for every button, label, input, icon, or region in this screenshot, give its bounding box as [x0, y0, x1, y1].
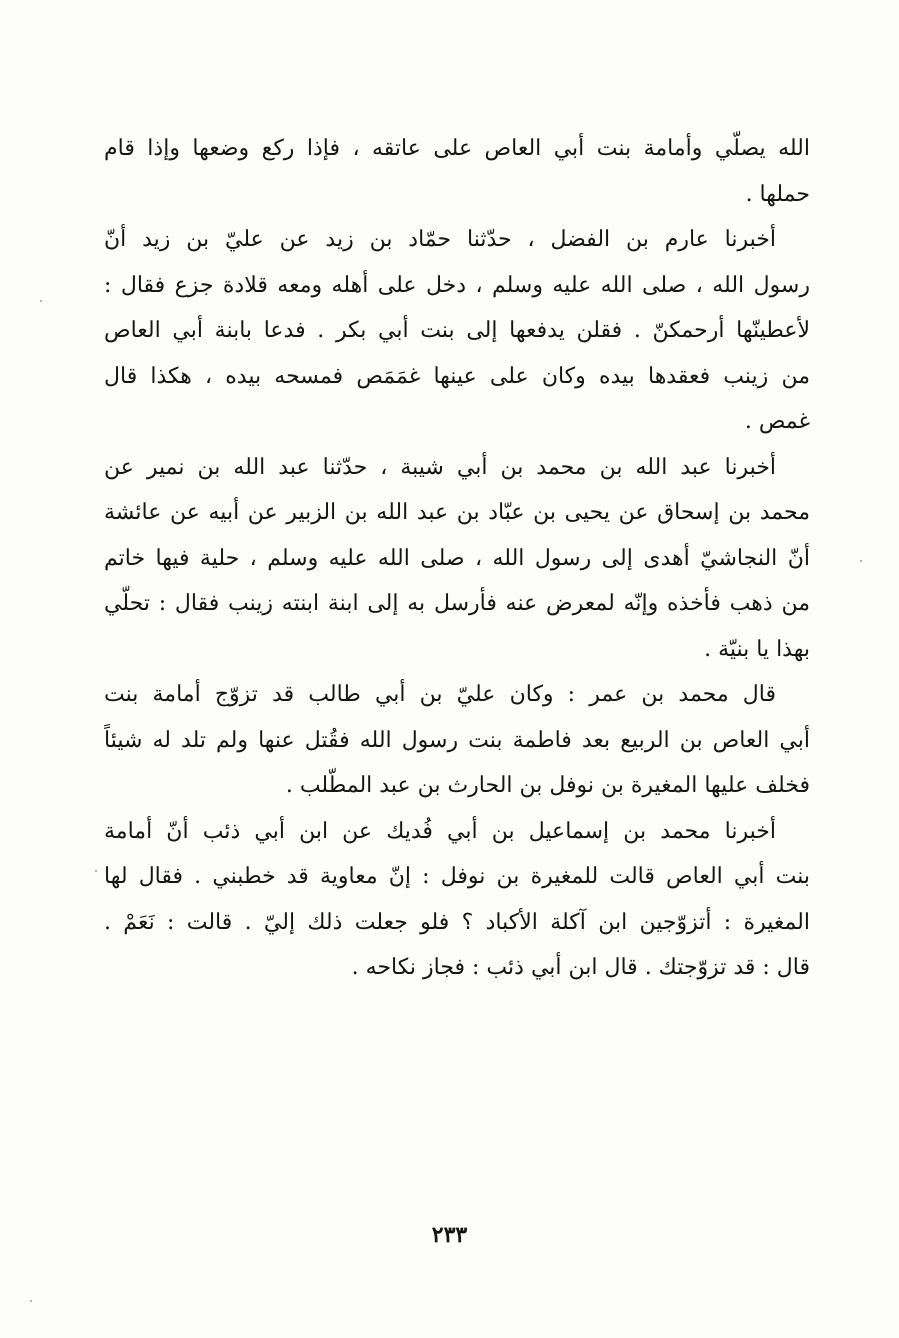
text-line: المغيرة : أتزوّجين ابن آكلة الأكباد ؟ فلو جعلت ذلك إليّ . قالت : نَعَمْ .	[104, 909, 810, 935]
body-text	[104, 126, 810, 991]
paragraph-2	[104, 217, 810, 445]
paragraph-4	[104, 672, 810, 809]
text-line: محمد بن إسحاق عن يحيى بن عبّاد بن عبد الله بن الزبير عن أبيه عن عائشة	[104, 500, 810, 525]
paragraph-5	[104, 809, 810, 991]
text-line: أخبرنا محمد بن إسماعيل بن أبي فُديك عن ابن أبي ذئب أنّ أمامة	[104, 818, 776, 844]
text-line: رسول الله ، صلى الله عليه وسلم ، دخل على أهله ومعه قلادة جزع فقال :	[104, 272, 810, 298]
scan-speck	[95, 870, 97, 872]
text-line: قال : قد تزوّجتك . قال ابن أبي ذئب : فجاز نكاحه .	[351, 955, 810, 980]
paragraph-3	[104, 445, 810, 673]
text-line: من ذهب فأخذه وإنّه لمعرض عنه فأرسل به إلى ابنة ابنته زينب فقال : تحلّي	[104, 591, 810, 616]
text-line: أبي العاص بن الربيع بعد فاطمة بنت رسول الله فقُتل عنها ولم تلد له شيئاً	[104, 727, 810, 753]
text-line: لأعطينّها أرحمكنّ . فقلن يدفعها إلى بنت أبي بكر . فدعا بابنة أبي العاص	[104, 318, 810, 343]
text-line: فخلف عليها المغيرة بن نوفل بن الحارث بن عبد المطّلب .	[285, 773, 810, 798]
scan-speck	[30, 1300, 32, 1302]
text-line: بنت أبي العاص قالت للمغيرة بن نوفل : إنّ معاوية قد خطبني . فقال لها	[104, 864, 810, 889]
text-line: أنّ النجاشيّ أهدى إلى رسول الله ، صلى الله عليه وسلم ، حلية فيها خاتم	[104, 545, 810, 571]
scan-speck	[860, 560, 862, 562]
text-line: قال محمد بن عمر : وكان عليّ بن أبي طالب قد تزوّج أمامة بنت	[104, 682, 776, 707]
paragraph-1	[104, 126, 810, 217]
text-line: غمص .	[744, 409, 810, 434]
text-line: من زينب فعقدها بيده وكان على عينها غمَمَص فمسحه بيده ، هكذا قال	[104, 363, 810, 389]
scan-speck	[40, 300, 42, 302]
text-line: أخبرنا عبد الله بن محمد بن أبي شيبة ، حدّثنا عبد الله بن نمير عن	[104, 454, 776, 480]
page-number: ٢٣٣	[431, 1222, 468, 1248]
text-line: أخبرنا عارم بن الفضل ، حدّثنا حمّاد بن زيد عن عليّ بن زيد أنّ	[104, 227, 776, 252]
text-line: الله يصلّي وأمامة بنت أبي العاص على عاتقه ، فإذا ركع وضعها وإذا قام	[104, 136, 810, 161]
text-line: بهذا يا بنيّة .	[704, 636, 810, 662]
text-line: حملها .	[745, 181, 810, 207]
